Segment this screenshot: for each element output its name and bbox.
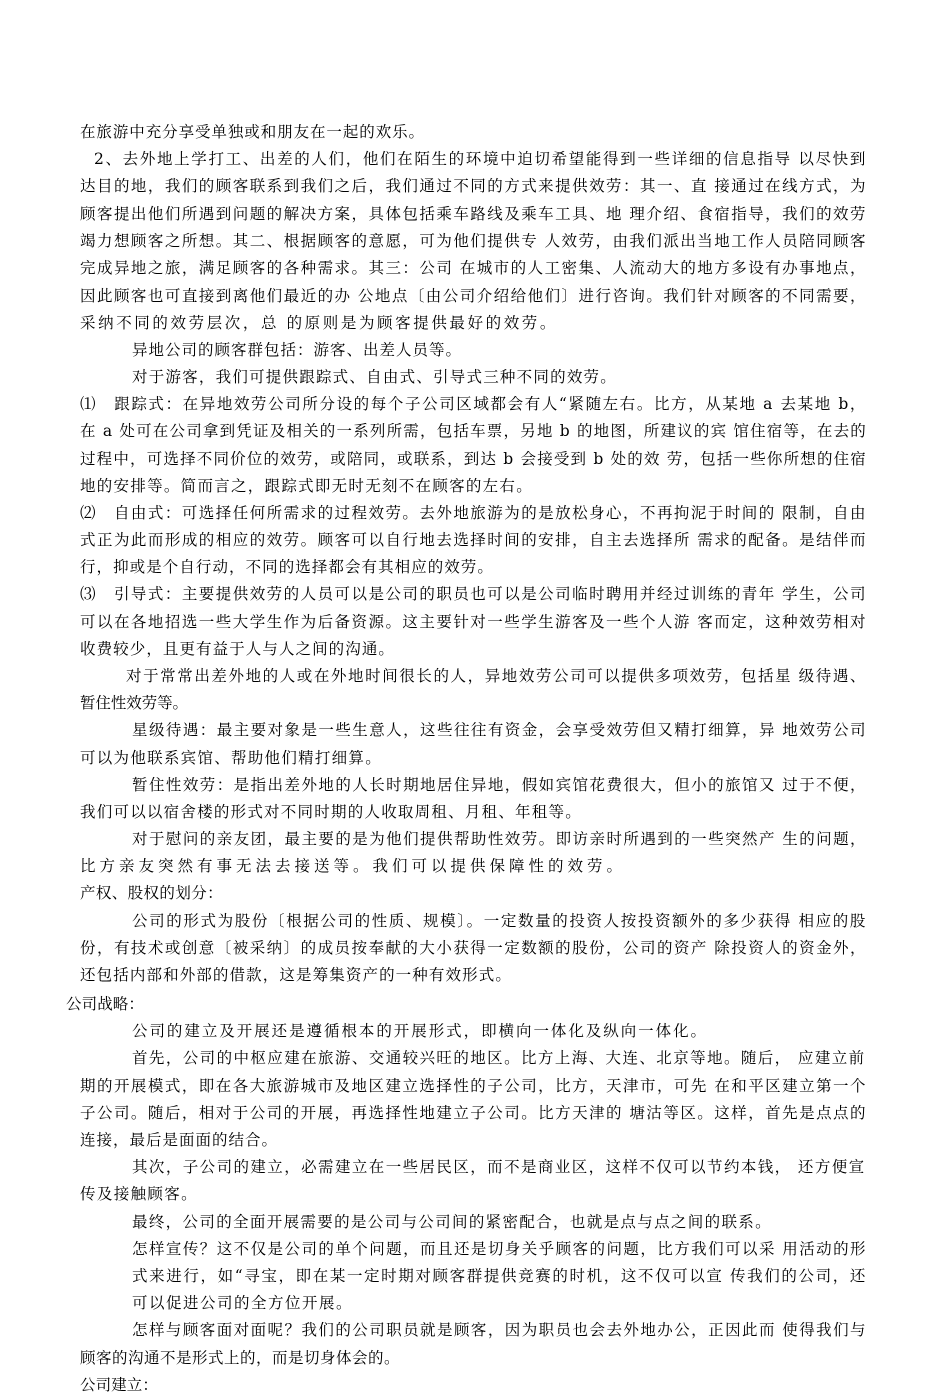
text-line: 在 a 处可在公司拿到凭证及相关的一系列所需，包括车票，另地 b 的地图，所建议的宾 馆住宿等，在去的 [80, 422, 867, 440]
text-line: 收费较少，且更有益于人与人之间的沟通。 [80, 640, 395, 658]
text-line: 完成异地之旅，满足顾客的各种需求。其三：公司 在城市的人工密集、人流动大的地方多设有办事地点， [80, 259, 867, 277]
text-line: 怎样与顾客面对面呢？我们的公司职员就是顾客，因为职员也会去外地办公，正因此而 使得我们与 [132, 1321, 867, 1339]
text-line: 竭力想顾客之所想。其二、根据顾客的意愿，可为他们提供专 人效劳，由我们派出当地工作人员陪同顾客 [80, 232, 867, 250]
text-line: 期的开展模式，即在各大旅游城市及地区建立选择性的子公司，比方，天津市，可先 在和平区建立第一个 [80, 1077, 867, 1095]
text-line: 可以在各地招选一些大学生作为后备资源。这主要针对一些学生游客及一些个人游 客而定，这种效劳相对 [80, 613, 867, 631]
text-line: 顾客提出他们所遇到问题的解决方案，具体包括乘车路线及乘车工具、地 理介绍、食宿指导，我们的效劳 [80, 205, 867, 223]
text-line: 还包括内部和外部的借款，这是筹集资产的一种有效形式。 [80, 966, 512, 984]
text-line: 行，抑或是个自行动，不同的选择都会有其相应的效劳。 [80, 558, 494, 576]
section-heading: 公司建立： [80, 1376, 158, 1394]
text-line: 份，有技术或创意〔被采纳〕的成员按奉献的大小获得一定数额的股份，公司的资产 除投资人的资金外， [80, 939, 867, 957]
text-line: 连接，最后是面面的结合。 [80, 1131, 278, 1149]
text-line: ⑵ 自由式：可选择任何所需求的过程效劳。去外地旅游为的是放松身心，不再拘泥于时间的 限制，自由 [80, 504, 867, 522]
text-line: 顾客的沟通不是形式上的，而是切身体会的。 [80, 1349, 400, 1367]
text-line: 公司的建立及开展还是遵循根本的开展形式，即横向一体化及纵向一体化。 [132, 1022, 708, 1040]
text-line: ⑶ 引导式：主要提供效劳的人员可以是公司的职员也可以是公司临时聘用并经过训练的青年 学生，公司 [80, 585, 867, 603]
text-line: 公司的形式为股份〔根据公司的性质、规模〕。一定数量的投资人按投资额外的多少获得 相应的股 [132, 912, 867, 930]
text-line: 因此顾客也可直接到离他们最近的办 公地点〔由公司介绍给他们〕进行咨询。我们针对顾客的不同需要， [80, 287, 867, 305]
text-line: 过程中，可选择不同价位的效劳，或陪同，或联系，到达 b 会接受到 b 处的效 劳，包括一些你所想的住宿 [80, 450, 867, 468]
text-line: 对于慰问的亲友团，最主要的是为他们提供帮助性效劳。即访亲时所遇到的一些突然产 生的问题， [132, 830, 867, 848]
text-line: 星级待遇：最主要对象是一些生意人，这些往往有资金，会享受效劳但又精打细算，异 地效劳公司 [132, 721, 867, 739]
text-line: 比方亲友突然有事无法去接送等。我们可以提供保障性的效劳。 [80, 857, 627, 875]
text-line: 2、去外地上学打工、出差的人们，他们在陌生的环境中迫切希望能得到一些详细的信息指导 以尽快到 [94, 150, 867, 168]
text-line: 式来进行，如“寻宝，即在某一定时期对顾客群提供竞赛的时机，这不仅可以宣 传我们的公司，还 [132, 1267, 867, 1285]
section-heading: 产权、股权的划分： [80, 884, 223, 902]
text-line: 我们可以以宿舍楼的形式对不同时期的人收取周租、月租、年租等。 [80, 803, 582, 821]
text-line: 子公司。随后，相对于公司的开展，再选择性地建立子公司。比方天津的 塘沽等区。这样，首先是点点的 [80, 1104, 867, 1122]
text-line: 最终，公司的全面开展需要的是公司与公司间的紧密配合，也就是点与点之间的联系。 [132, 1213, 772, 1231]
text-line: 其次，子公司的建立，必需建立在一些居民区，而不是商业区，这样不仅可以节约本钱， 还方便宣 [132, 1158, 866, 1176]
text-line: 可以促进公司的全方位开展。 [132, 1294, 353, 1312]
text-line: 首先，公司的中枢应建在旅游、交通较兴旺的地区。比方上海、大连、北京等地。随后， 应建立前 [132, 1049, 866, 1067]
text-line: 式正为此而形成的相应的效劳。顾客可以自行地去选择时间的安排，自主去选择所 需求的配备。是结伴而 [80, 531, 867, 549]
text-line: 暂住性效劳：是指出差外地的人长时期地居住异地，假如宾馆花费很大，但小的旅馆又 过于不便， [132, 776, 867, 794]
text-line: ⑴ 跟踪式：在异地效劳公司所分设的每个子公司区域都会有人“紧随左右。比方，从某地 a 去某地 b， [80, 395, 867, 413]
text-line: 暂住性效劳等。 [80, 694, 188, 712]
text-line: 对于常常出差外地的人或在外地时间很长的人，异地效劳公司可以提供多项效劳，包括星 级待遇、 [126, 667, 867, 685]
text-line: 采纳不同的效劳层次，总 的原则是为顾客提供最好的效劳。 [80, 314, 558, 332]
text-line: 达目的地，我们的顾客联系到我们之后，我们通过不同的方式来提供效劳：其一、直 接通过在线方式，为 [80, 177, 867, 195]
text-line: 传及接触顾客。 [80, 1185, 198, 1203]
text-line: 异地公司的顾客群包括：游客、出差人员等。 [132, 341, 462, 359]
text-line: 在旅游中充分享受单独或和朋友在一起的欢乐。 [80, 123, 425, 141]
text-line: 对于游客，我们可提供跟踪式、自由式、引导式三种不同的效劳。 [132, 368, 617, 386]
section-heading: 公司战略： [66, 995, 144, 1013]
text-line: 可以为他联系宾馆、帮助他们精打细算。 [80, 749, 382, 767]
text-line: 地的安排等。简而言之，跟踪式即无时无刻不在顾客的左右。 [80, 477, 533, 495]
text-line: 怎样宣传？这不仅是公司的单个问题，而且还是切身关乎顾客的问题，比方我们可以采 用活动的形 [132, 1240, 867, 1258]
